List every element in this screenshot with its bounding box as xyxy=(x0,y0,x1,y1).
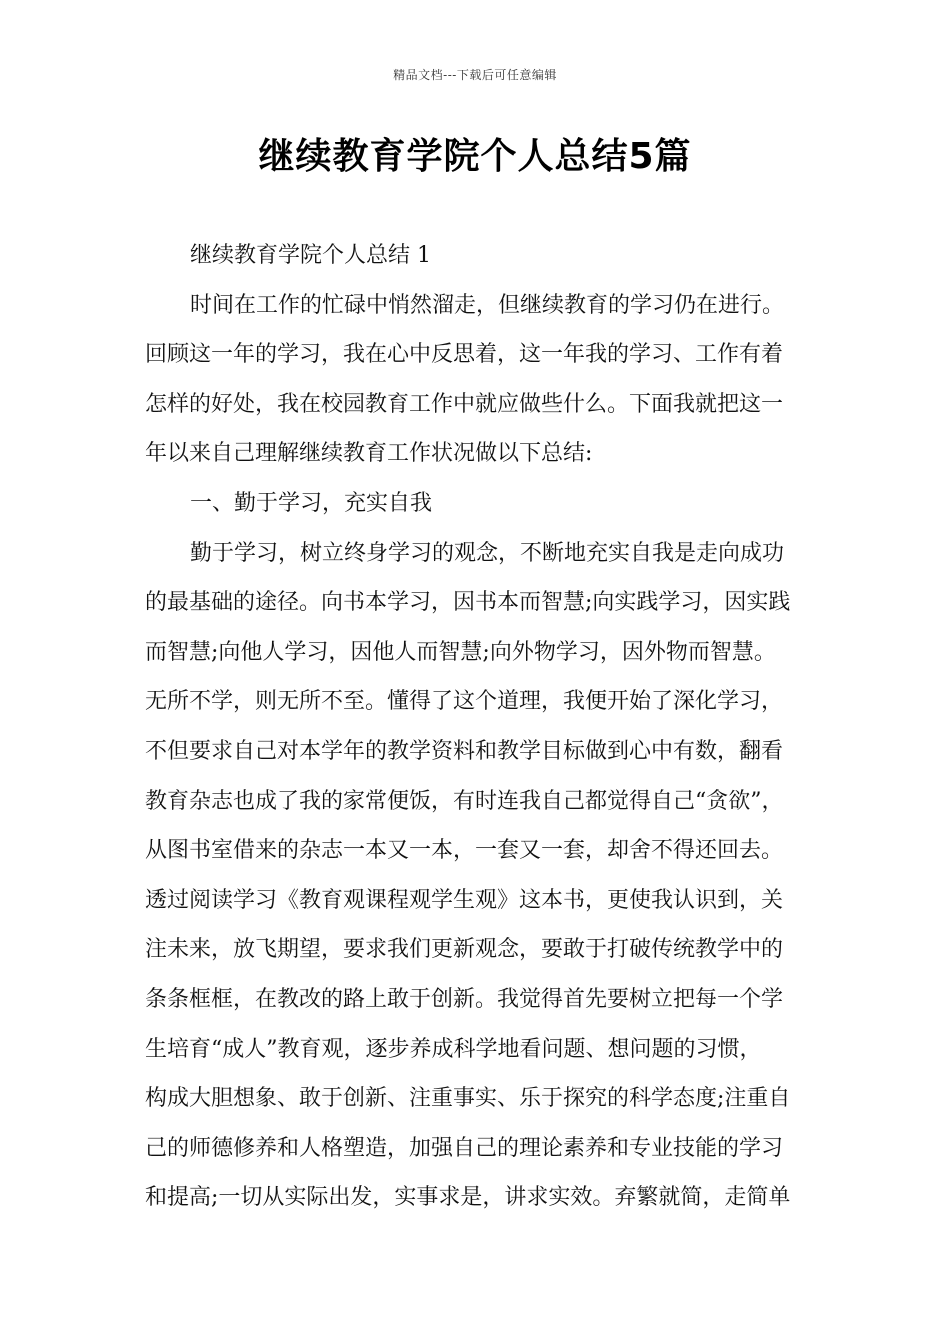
body-line: 继续教育学院个人总结 1 xyxy=(190,243,431,268)
body-line: 无所不学，则无所不至。懂得了这个道理，我便开始了深化学习， xyxy=(145,689,784,715)
body-line: 回顾这一年的学习，我在心中反思着，这一年我的学习、工作有着 xyxy=(145,342,784,368)
body-line: 透过阅读学习《教育观课程观学生观》这本书，更使我认识到，关 xyxy=(145,887,784,913)
body-line: 而智慧;向他人学习，因他人而智慧;向外物学习，因外物而智慧。 xyxy=(145,639,776,665)
body-line: 己的师德修养和人格塑造，加强自己的理论素养和专业技能的学习 xyxy=(145,1135,784,1161)
header-note: 精品文档---下载后可任意编辑 xyxy=(393,68,557,82)
body-line: 从图书室借来的杂志一本又一本，一套又一套，却舍不得还回去。 xyxy=(145,838,784,864)
body-line: 和提高;一切从实际出发，实事求是，讲求实效。弃繁就简，走简单 xyxy=(145,1185,791,1211)
body-line: 一、勤于学习，充实自我 xyxy=(190,490,433,516)
body-line: 构成大胆想象、敢于创新、注重事实、乐于探究的科学态度;注重自 xyxy=(145,1086,791,1112)
body-line: 的最基础的途径。向书本学习，因书本而智慧;向实践学习，因实践 xyxy=(145,590,791,616)
body-line: 注未来，放飞期望，要求我们更新观念，要敢于打破传统教学中的 xyxy=(145,937,784,963)
body-line: 不但要求自己对本学年的教学资料和教学目标做到心中有数，翻看 xyxy=(145,738,784,764)
document-title: 继续教育学院个人总结5篇 xyxy=(258,136,692,177)
body-line: 教育杂志也成了我的家常便饭，有时连我自己都觉得自己“贪欲”， xyxy=(145,788,784,814)
body-line: 生培育“成人”教育观，逐步养成科学地看问题、想问题的习惯， xyxy=(145,1036,762,1062)
body-line: 条条框框，在教改的路上敢于创新。我觉得首先要树立把每一个学 xyxy=(145,986,784,1012)
document-body xyxy=(145,231,815,1223)
body-line: 时间在工作的忙碌中悄然溜走，但继续教育的学习仍在进行。 xyxy=(190,292,785,318)
body-line: 年以来自己理解继续教育工作状况做以下总结: xyxy=(145,441,593,467)
body-line: 勤于学习，树立终身学习的观念，不断地充实自我是走向成功 xyxy=(190,540,785,566)
body-line: 怎样的好处，我在校园教育工作中就应做些什么。下面我就把这一 xyxy=(145,391,784,417)
